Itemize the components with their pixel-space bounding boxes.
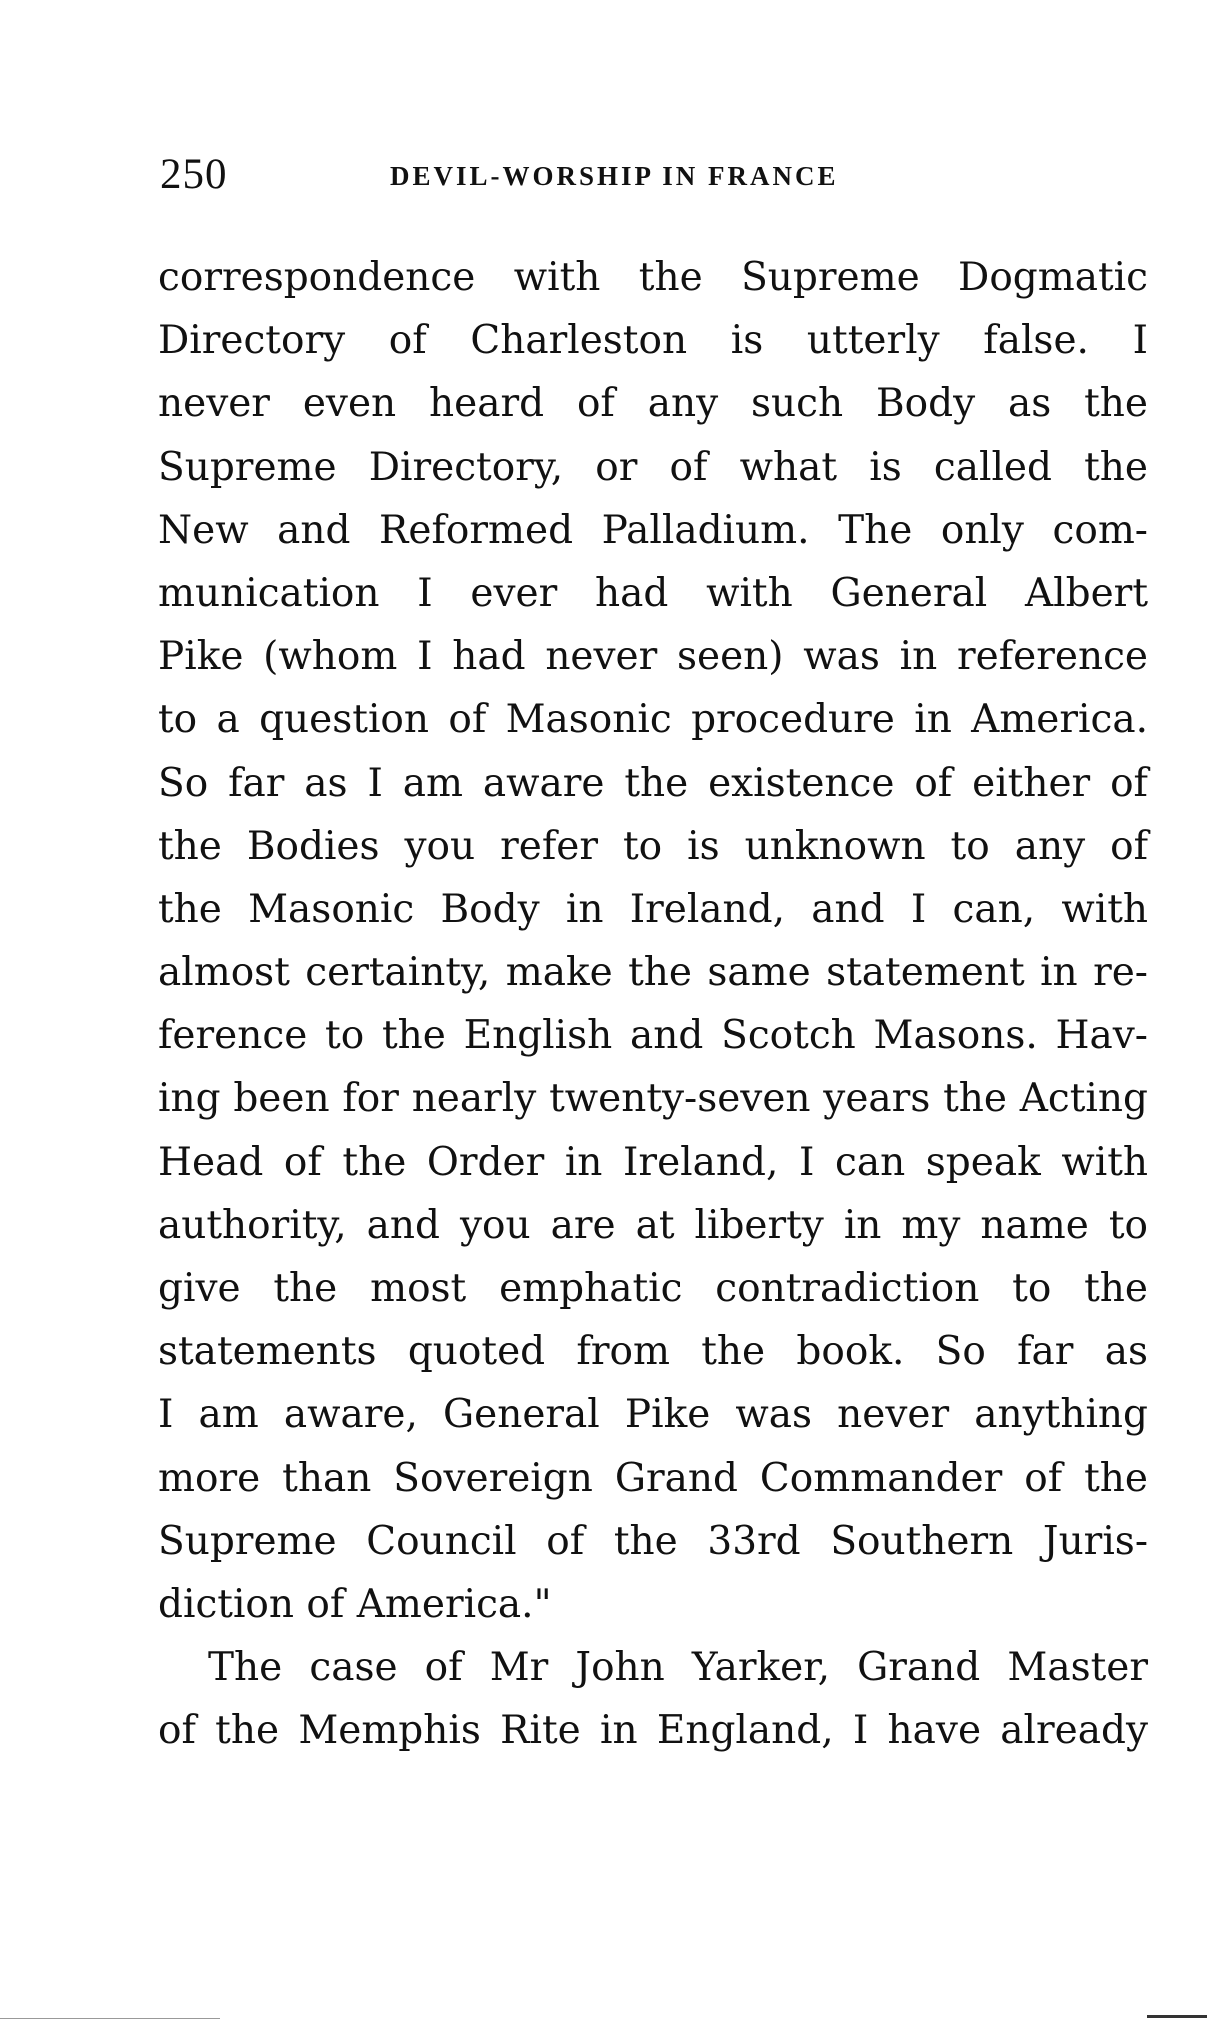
text-line: statements quoted from the book. So far as — [158, 1329, 1148, 1375]
text-line: New and Reformed Palladium. The only com- — [158, 507, 1148, 553]
text-line: ing been for nearly twenty-seven years the Acting — [158, 1076, 1148, 1122]
text-line: Supreme Directory, or of what is called the — [158, 444, 1148, 490]
text-line: the Masonic Body in Ireland, and I can, with — [158, 886, 1148, 932]
text-line: of the Memphis Rite in England, I have already — [158, 1708, 1148, 1754]
page-number: 250 — [160, 151, 228, 198]
text-line: the Bodies you refer to is unknown to any of — [158, 823, 1148, 869]
text-line: I am aware, General Pike was never anything — [158, 1392, 1148, 1438]
body-text — [158, 246, 1148, 1763]
running-title: DEVIL-WORSHIP IN FRANCE — [390, 161, 839, 191]
text-line: almost certainty, make the same statement in re- — [158, 950, 1148, 996]
text-line: munication I ever had with General Albert — [158, 570, 1148, 616]
text-line: give the most emphatic contradiction to the — [158, 1266, 1148, 1311]
text-line: Directory of Charleston is utterly false. I — [158, 318, 1148, 364]
text-line: to a question of Masonic procedure in America. — [158, 697, 1148, 743]
paragraph-1 — [158, 246, 1148, 1636]
text-line: ference to the English and Scotch Masons. Hav- — [158, 1013, 1148, 1059]
text-line: Head of the Order in Ireland, I can speak with — [158, 1139, 1148, 1185]
paragraph-2 — [158, 1636, 1148, 1762]
text-line: Supreme Council of the 33rd Southern Juris- — [158, 1518, 1148, 1564]
scan-edge-mark — [1147, 2015, 1207, 2018]
text-line: Pike (whom I had never seen) was in reference — [158, 634, 1148, 680]
text-line: authority, and you are at liberty in my name to — [158, 1202, 1148, 1248]
text-line: more than Sovereign Grand Commander of the — [158, 1455, 1148, 1501]
text-line: correspondence with the Supreme Dogmatic — [158, 255, 1148, 300]
text-line: The case of Mr John Yarker, Grand Master — [208, 1645, 1148, 1691]
text-line: diction of America." — [158, 1581, 552, 1627]
text-line: So far as I am aware the existence of either of — [158, 760, 1148, 806]
scan-edge-rule — [0, 2018, 220, 2019]
text-line: never even heard of any such Body as the — [158, 381, 1148, 427]
running-head — [160, 150, 1160, 200]
